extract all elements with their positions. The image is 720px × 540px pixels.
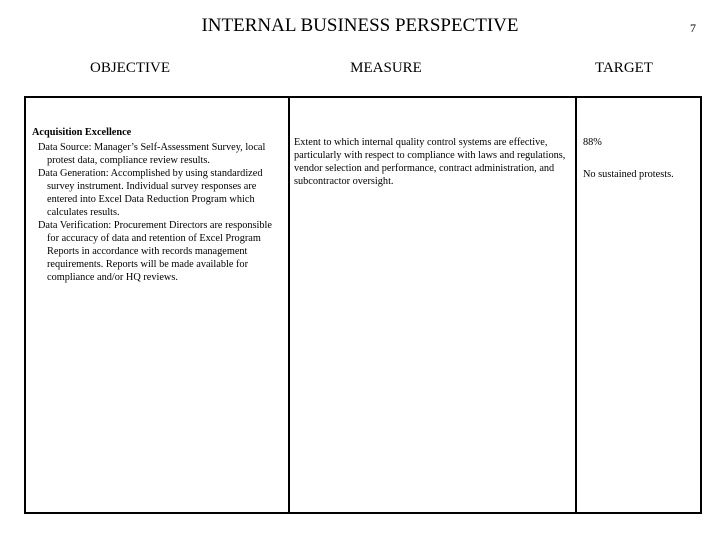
data-generation-text: Data Generation: Accomplished by using standardized survey instrument. Individual survey responses are entered into Excel Data Reduction Program which calculates results. bbox=[38, 168, 263, 218]
page-number: 7 bbox=[690, 21, 696, 35]
objective-heading: Acquisition Excellence bbox=[32, 127, 132, 138]
target-column-header: TARGET bbox=[595, 60, 653, 76]
target-percent: 88% bbox=[583, 137, 602, 148]
objective-cell bbox=[32, 126, 282, 284]
scorecard-table bbox=[24, 96, 702, 514]
measure-text: Extent to which internal quality control systems are effective, particularly with respect to compliance with laws and regulations, vendor selection and performance, contract administration, and subcontractor oversight. bbox=[294, 137, 566, 187]
column-divider bbox=[575, 98, 577, 512]
measure-column-header: MEASURE bbox=[350, 60, 422, 76]
objective-column-header: OBJECTIVE bbox=[90, 60, 170, 76]
page-title: INTERNAL BUSINESS PERSPECTIVE bbox=[201, 15, 519, 36]
column-divider bbox=[288, 98, 290, 512]
target-cell bbox=[583, 136, 699, 200]
target-protests: No sustained protests. bbox=[583, 169, 674, 180]
measure-cell bbox=[294, 136, 570, 188]
data-verification-text: Data Verification: Procurement Directors are responsible for accuracy of data and retention of Excel Program Reports in accordance with records management requirements. Reports will be made available for compliance and/or HQ reviews. bbox=[38, 220, 272, 283]
data-source-text: Data Source: Manager’s Self-Assessment Survey, local protest data, compliance review results. bbox=[38, 142, 266, 166]
